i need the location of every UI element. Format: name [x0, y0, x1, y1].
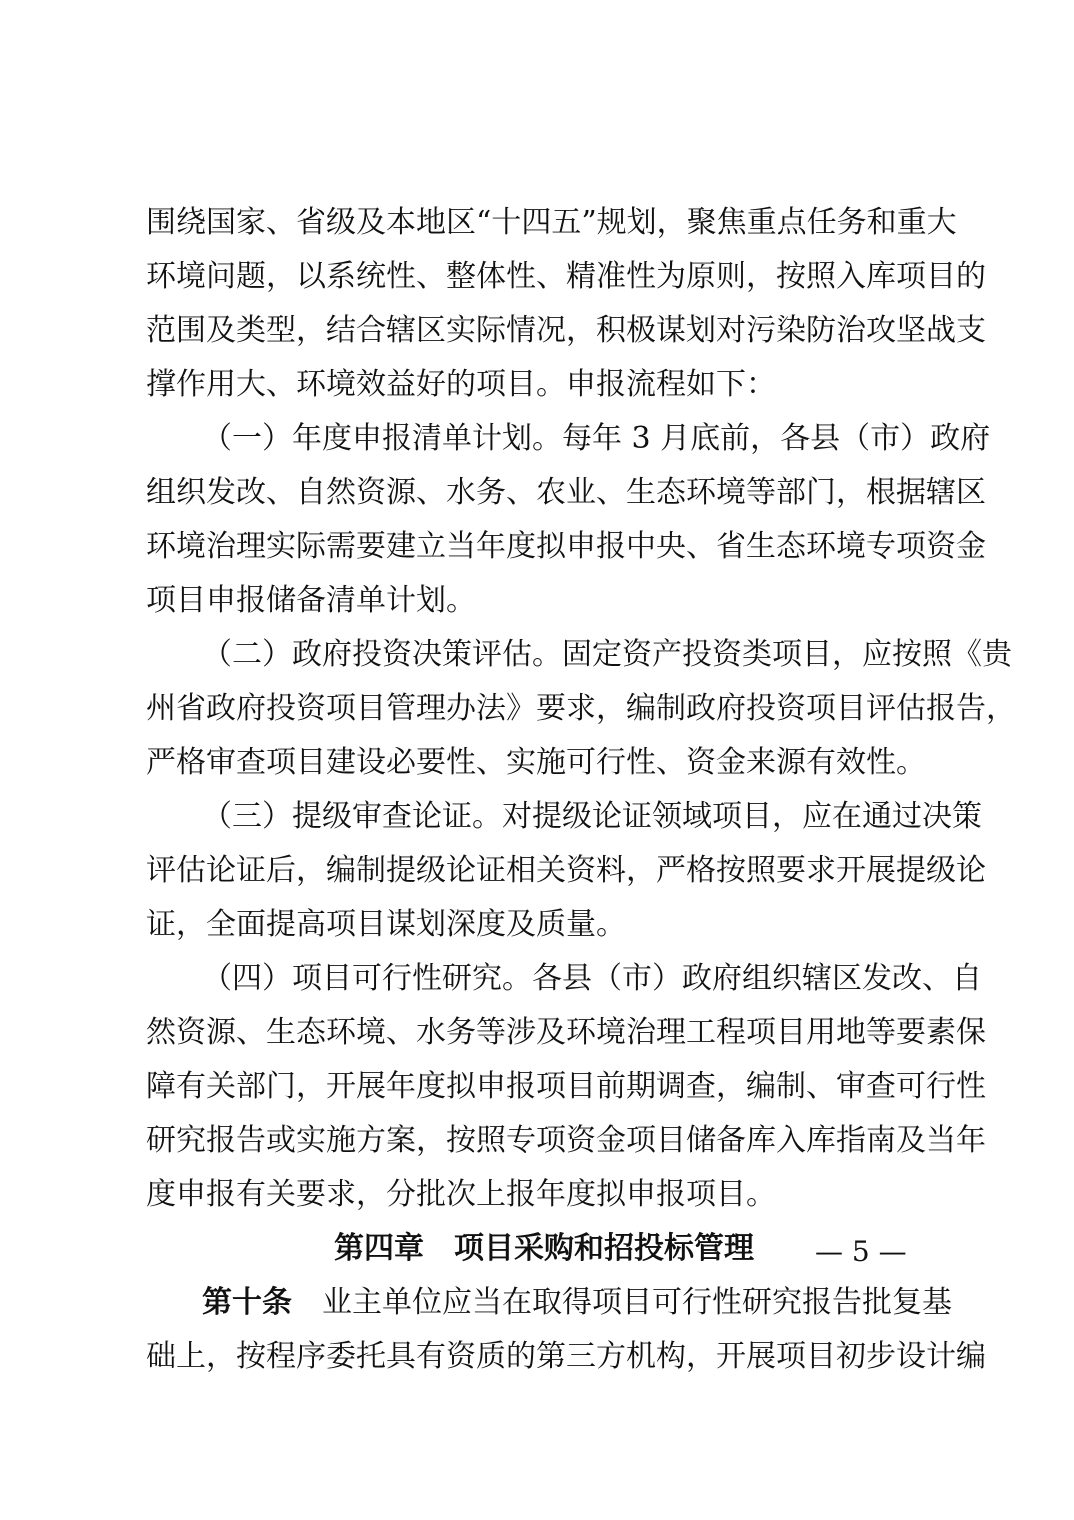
- text-line: 障有关部门，开展年度拟申报项目前期调查，编制、审查可行性: [146, 1069, 986, 1104]
- text-line: 础上，按程序委托具有资质的第三方机构，开展项目初步设计编: [146, 1339, 986, 1374]
- text-line: 环境问题，以系统性、整体性、精准性为原则，按照入库项目的: [146, 259, 986, 294]
- text-line: 然资源、生态环境、水务等涉及环境治理工程项目用地等要素保: [146, 1015, 986, 1050]
- page-number: — 5 —: [815, 1235, 907, 1268]
- text-line: 严格审查项目建设必要性、实施可行性、资金来源有效性。: [146, 745, 926, 780]
- text-line: 围绕国家、省级及本地区“十四五”规划，聚焦重点任务和重大: [146, 205, 957, 240]
- text-line: 度申报有关要求，分批次上报年度拟申报项目。: [146, 1177, 776, 1212]
- paragraph-intro: [146, 196, 986, 412]
- text-line: （三）提级审查论证。对提级论证领域项目，应在通过决策: [202, 799, 982, 834]
- article-10: [146, 1276, 986, 1384]
- text-line: 环境治理实际需要建立当年度拟申报中央、省生态环境专项资金: [146, 529, 986, 564]
- text-line: 研究报告或实施方案，按照专项资金项目储备库入库指南及当年: [146, 1123, 986, 1158]
- text-line: [146, 1276, 952, 1330]
- paragraph-item-4: [146, 952, 986, 1222]
- chapter-heading: 第四章 项目采购和招投标管理: [334, 1231, 754, 1266]
- text-line: 组织发改、自然资源、水务、农业、生态环境等部门，根据辖区: [146, 475, 986, 510]
- text-line: （四）项目可行性研究。各县（市）政府组织辖区发改、自: [202, 961, 982, 996]
- text-line: （二）政府投资决策评估。固定资产投资类项目，应按照《贵: [202, 637, 1012, 672]
- text-line: 范围及类型，结合辖区实际情况，积极谋划对污染防治攻坚战支: [146, 313, 986, 348]
- text-line: 评估论证后，编制提级论证相关资料，严格按照要求开展提级论: [146, 853, 986, 888]
- paragraph-item-3: [146, 790, 986, 952]
- text-line: （一）年度申报清单计划。每年 3 月底前，各县（市）政府: [202, 421, 991, 456]
- text-line: 撑作用大、环境效益好的项目。申报流程如下：: [146, 367, 776, 402]
- article-text: 业主单位应当在取得项目可行性研究报告批复基: [322, 1285, 952, 1320]
- text-line: 项目申报储备清单计划。: [146, 583, 476, 618]
- article-number: 第十条: [202, 1285, 292, 1320]
- body-text: [146, 196, 1016, 1384]
- text-line: 州省政府投资项目管理办法》要求，编制政府投资项目评估报告，: [146, 691, 1016, 726]
- text-line: 证，全面提高项目谋划深度及质量。: [146, 907, 626, 942]
- paragraph-item-2: [146, 628, 1016, 790]
- paragraph-item-1: [146, 412, 991, 628]
